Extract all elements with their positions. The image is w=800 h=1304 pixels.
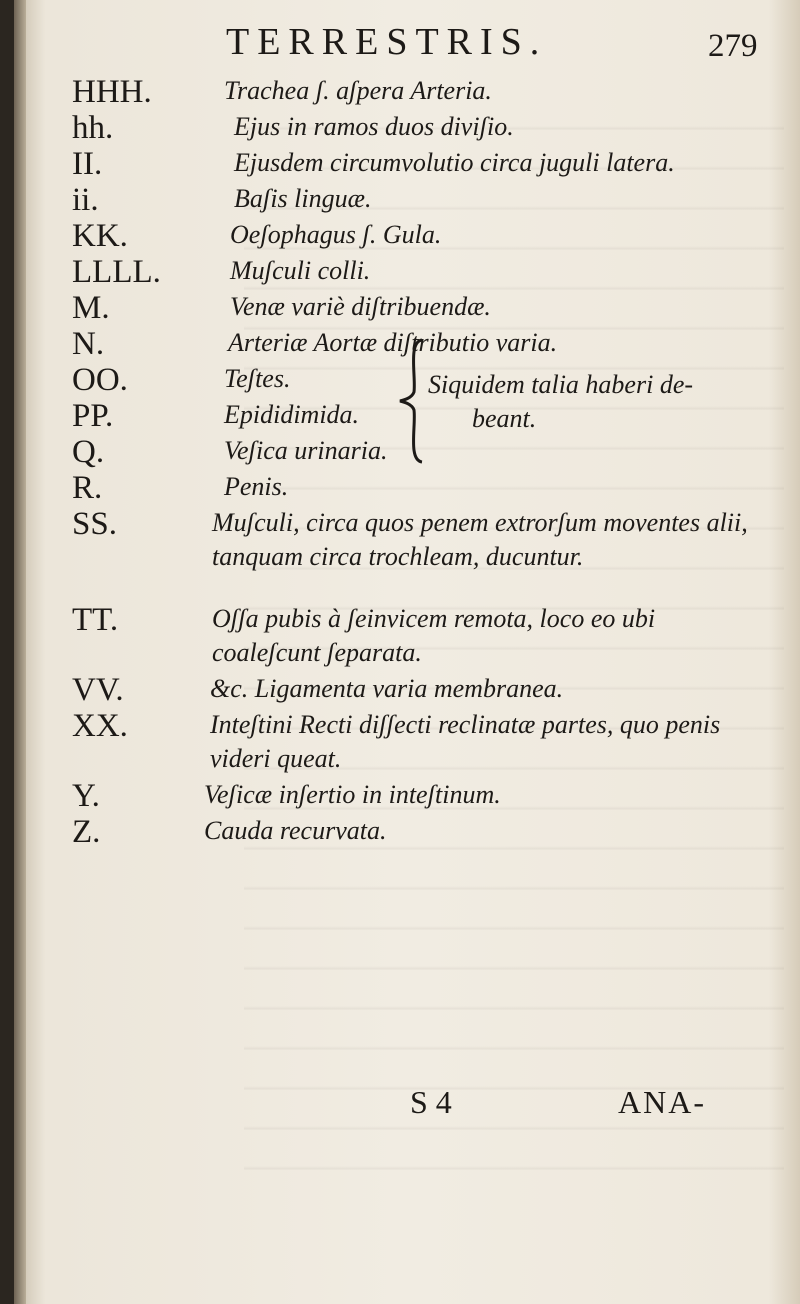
page-header <box>14 20 800 70</box>
legend-text: Teʃtes. <box>224 364 291 393</box>
legend-text: Veʃica urinaria. <box>224 436 388 465</box>
legend-key: M. <box>72 290 110 326</box>
legend-text: Cauda recurvata. <box>204 816 387 845</box>
legend-text: Muʃculi, circa quos penem extrorʃum moventes alii, tanquam circa trochleam, ducuntur. <box>212 508 748 571</box>
legend-key: ii. <box>72 182 99 218</box>
legend-key: VV. <box>72 672 124 708</box>
signature-mark: S 4 <box>410 1084 452 1120</box>
legend-text: Arteriæ Aortæ diʃtributio varia. <box>228 328 558 357</box>
legend-text: Inteʃtini Recti diʃʃecti reclinatæ partes, quo penis videri queat. <box>210 710 721 773</box>
legend-key: PP. <box>72 398 114 434</box>
legend-text: Oeʃophagus ʃ. Gula. <box>230 220 442 249</box>
legend-key: HHH. <box>72 74 152 110</box>
legend-key: KK. <box>72 218 128 254</box>
legend-text: Muʃculi colli. <box>230 256 371 285</box>
legend-text: Oʃʃa pubis à ʃeinvicem remota, loco eo ubi coaleʃcunt ʃeparata. <box>212 604 656 667</box>
legend-text: Trachea ʃ. aʃpera Arteria. <box>224 76 492 105</box>
legend-text: Epididimida. <box>224 400 360 429</box>
page-footer <box>14 1078 800 1128</box>
legend-text: &c. Ligamenta varia membranea. <box>210 674 564 703</box>
catchword: ANA- <box>618 1084 706 1120</box>
legend-text: Veʃicæ inʃertio in inteʃtinum. <box>204 780 501 809</box>
brace-note-line: Siquidem talia haberi de- <box>428 370 694 399</box>
brace-note-line: beant. <box>472 404 537 433</box>
legend-key: Q. <box>72 434 105 470</box>
legend-text: Baʃis linguæ. <box>234 184 372 213</box>
running-title: TERRESTRIS. <box>226 21 548 63</box>
legend-key: TT. <box>72 602 119 638</box>
legend-key: Y. <box>72 778 100 814</box>
book-page <box>14 0 800 1304</box>
legend-text: Ejusdem circumvolutio circa juguli latera. <box>234 148 675 177</box>
legend-key: XX. <box>72 708 128 744</box>
legend-key: N. <box>72 326 105 362</box>
legend-key: SS. <box>72 506 117 542</box>
brace-note <box>428 368 693 436</box>
page-number: 279 <box>708 28 758 64</box>
legend-text: Ejus in ramos duos diviʃio. <box>234 112 514 141</box>
legend-text: Venæ variè diʃtribuendæ. <box>230 292 491 321</box>
legend-key: hh. <box>72 110 114 146</box>
legend-key: R. <box>72 470 103 506</box>
legend-key: LLLL. <box>72 254 161 290</box>
legend-text: Penis. <box>224 472 289 501</box>
legend-key: Z. <box>72 814 101 850</box>
legend-key: II. <box>72 146 103 182</box>
legend-key: OO. <box>72 362 128 398</box>
